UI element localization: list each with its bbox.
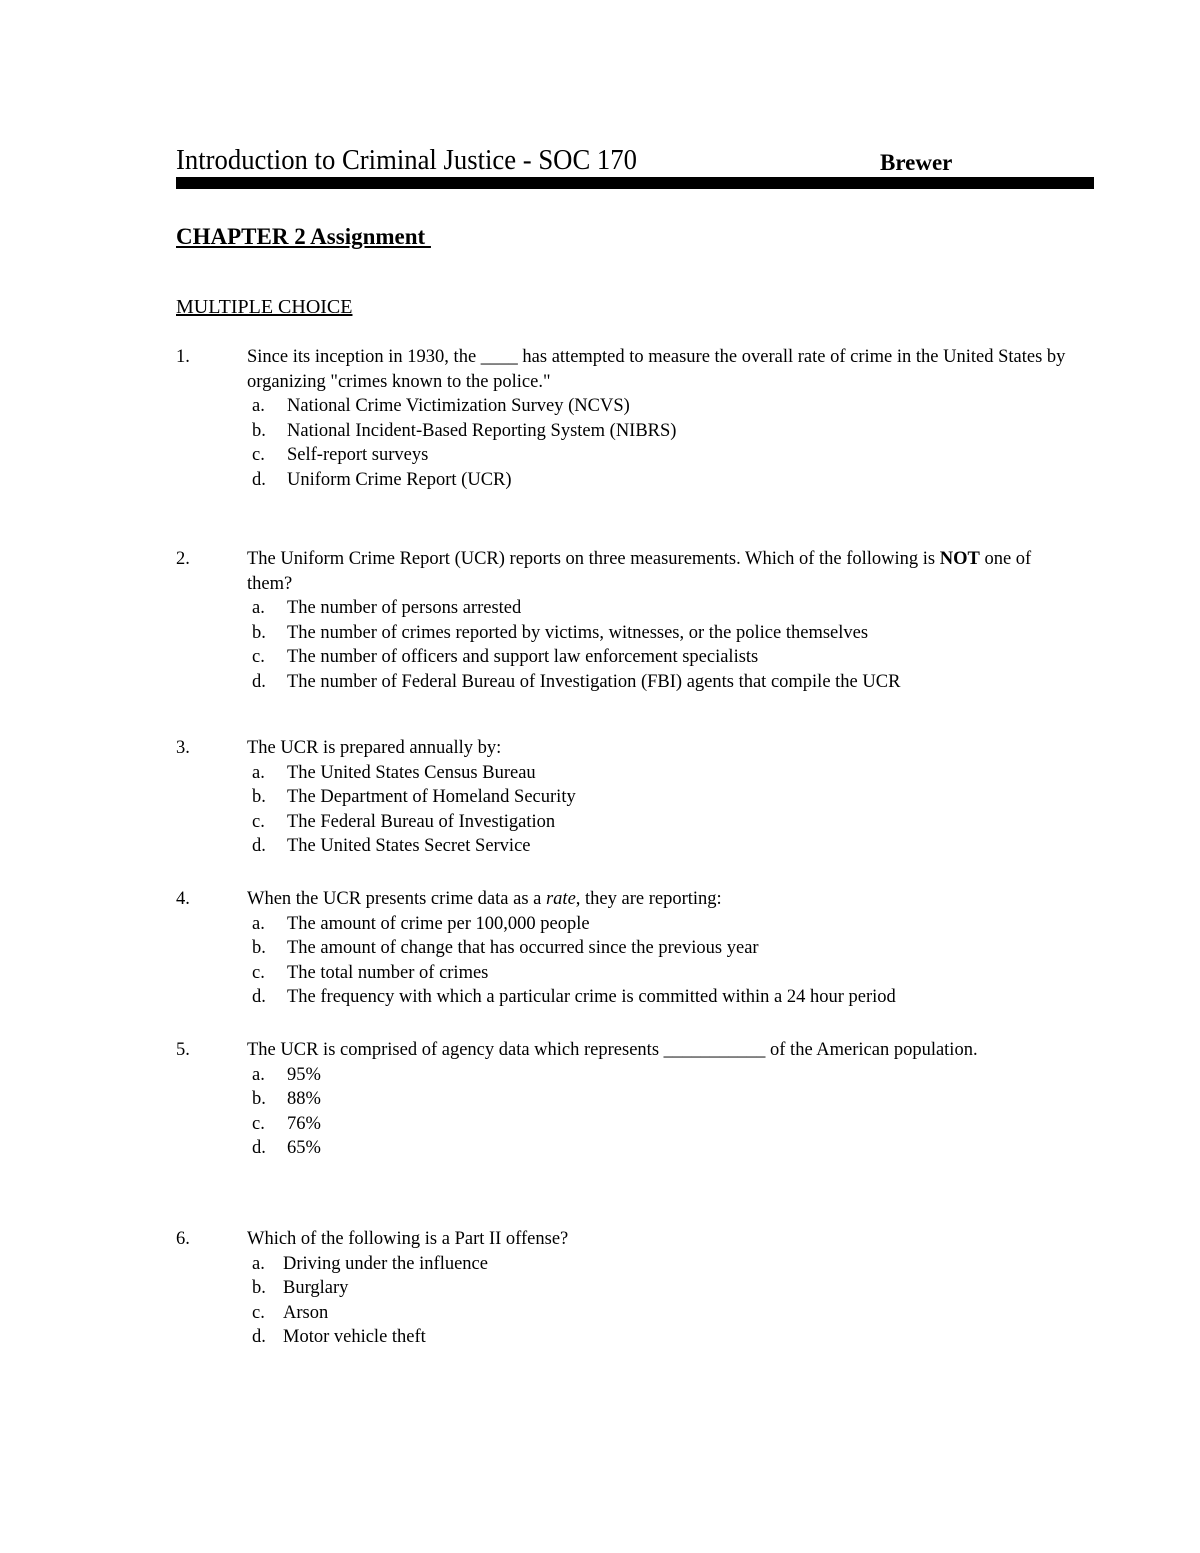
- question-text: [247, 547, 1076, 596]
- option-letter: c.: [252, 445, 265, 466]
- question-number: 5.: [176, 1040, 190, 1060]
- option-text: Motor vehicle theft: [283, 1327, 426, 1348]
- option-list: [176, 1063, 1076, 1161]
- option-item: [176, 621, 1076, 646]
- option-item: [176, 961, 1076, 986]
- question-text-emphasis: NOT: [939, 549, 980, 569]
- option-text: The number of officers and support law enforcement specialists: [287, 647, 759, 668]
- option-letter: d.: [252, 469, 266, 490]
- question-3: [176, 736, 1076, 859]
- option-letter: c.: [252, 1113, 265, 1134]
- option-text: The total number of crimes: [287, 962, 489, 983]
- option-letter: a.: [252, 1064, 265, 1085]
- option-text: 88%: [287, 1089, 321, 1110]
- option-item: [176, 912, 1076, 937]
- question-text: Which of the following is a Part II offense?: [247, 1229, 569, 1249]
- option-item: [176, 419, 1076, 444]
- option-text: The Federal Bureau of Investigation: [287, 811, 556, 832]
- question-text: The UCR is comprised of agency data which represents ___________ of the American population.: [247, 1040, 978, 1060]
- option-item: [176, 1063, 1076, 1088]
- section-heading: MULTIPLE CHOICE: [176, 296, 353, 318]
- question-1: [176, 345, 1076, 493]
- option-text: The United States Census Bureau: [287, 762, 536, 783]
- question-text-part: , they are reporting:: [575, 889, 722, 909]
- instructor-name: Brewer: [880, 150, 953, 175]
- option-letter: d.: [252, 987, 266, 1008]
- question-5: [176, 1038, 1076, 1161]
- option-letter: d.: [252, 671, 266, 692]
- option-item: [176, 394, 1076, 419]
- question-6: [176, 1227, 1076, 1350]
- option-item: [176, 468, 1076, 493]
- option-letter: d.: [252, 836, 266, 857]
- question-text-emphasis: rate: [545, 889, 576, 909]
- option-text: Driving under the influence: [283, 1253, 488, 1274]
- option-item: [176, 645, 1076, 670]
- option-letter: c.: [252, 962, 265, 983]
- option-letter: b.: [252, 938, 266, 959]
- option-item: [176, 443, 1076, 468]
- option-text: Arson: [283, 1302, 329, 1323]
- question-4: [176, 887, 1076, 1010]
- option-item: [176, 1087, 1076, 1112]
- option-item: [176, 1252, 1076, 1277]
- option-letter: b.: [252, 1089, 266, 1110]
- option-letter: a.: [252, 762, 265, 783]
- option-letter: d.: [252, 1138, 266, 1159]
- option-item: [176, 1112, 1076, 1137]
- option-text: 65%: [287, 1138, 321, 1159]
- option-text: National Incident-Based Reporting System (NIBRS): [287, 420, 677, 441]
- chapter-heading: CHAPTER 2 Assignment: [176, 224, 431, 249]
- question-text-part: When the UCR presents crime data as a: [247, 889, 546, 909]
- question-text: [247, 887, 1076, 912]
- option-item: [176, 670, 1076, 695]
- question-number: 2.: [176, 549, 190, 569]
- title-rule: [176, 177, 1094, 189]
- question-number: 4.: [176, 889, 190, 909]
- option-letter: b.: [252, 1278, 266, 1299]
- option-text: 95%: [287, 1064, 321, 1085]
- option-item: [176, 936, 1076, 961]
- option-letter: a.: [252, 1253, 265, 1274]
- option-text: The number of Federal Bureau of Investigation (FBI) agents that compile the UCR: [287, 671, 901, 692]
- option-item: [176, 834, 1076, 859]
- option-letter: c.: [252, 647, 265, 668]
- question-number: 3.: [176, 738, 190, 758]
- option-text: The frequency with which a particular crime is committed within a 24 hour period: [287, 987, 896, 1008]
- option-letter: b.: [252, 622, 266, 643]
- option-letter: a.: [252, 913, 265, 934]
- option-text: The number of persons arrested: [287, 598, 522, 619]
- option-list: [176, 394, 1076, 492]
- option-item: [176, 596, 1076, 621]
- option-text: The number of crimes reported by victims, witnesses, or the police themselves: [287, 622, 869, 643]
- option-list: [176, 912, 1076, 1010]
- question-text: The UCR is prepared annually by:: [247, 738, 502, 758]
- option-text: Self-report surveys: [287, 445, 429, 466]
- option-list: [176, 1252, 1076, 1350]
- question-number: 1.: [176, 347, 190, 367]
- option-text: Uniform Crime Report (UCR): [287, 469, 512, 490]
- option-item: [176, 1276, 1076, 1301]
- option-text: The amount of crime per 100,000 people: [287, 913, 590, 934]
- option-letter: c.: [252, 811, 265, 832]
- option-item: [176, 985, 1076, 1010]
- question-2: [176, 547, 1076, 695]
- option-text: 76%: [287, 1113, 321, 1134]
- option-letter: c.: [252, 1302, 265, 1323]
- option-text: The Department of Homeland Security: [287, 787, 576, 808]
- question-text-part: The Uniform Crime Report (UCR) reports on three measurements. Which of the following is: [247, 549, 940, 569]
- option-item: [176, 1136, 1076, 1161]
- question-text: Since its inception in 1930, the ____ has attempted to measure the overall rate of crime in the United States by organizing "crimes known to the police.": [247, 347, 1066, 392]
- option-letter: d.: [252, 1327, 266, 1348]
- option-item: [176, 785, 1076, 810]
- question-text-part: one of them?: [247, 549, 1032, 594]
- option-list: [176, 761, 1076, 859]
- option-letter: b.: [252, 420, 266, 441]
- option-item: [176, 761, 1076, 786]
- option-item: [176, 1325, 1076, 1350]
- option-list: [176, 596, 1076, 694]
- course-title: Introduction to Criminal Justice - SOC 170: [176, 144, 637, 176]
- option-text: Burglary: [283, 1278, 349, 1299]
- option-letter: a.: [252, 396, 265, 417]
- option-item: [176, 810, 1076, 835]
- option-text: National Crime Victimization Survey (NCVS): [287, 396, 630, 417]
- option-item: [176, 1301, 1076, 1326]
- option-text: The United States Secret Service: [287, 836, 531, 857]
- question-number: 6.: [176, 1229, 190, 1249]
- option-letter: b.: [252, 787, 266, 808]
- option-text: The amount of change that has occurred since the previous year: [287, 938, 759, 959]
- option-letter: a.: [252, 598, 265, 619]
